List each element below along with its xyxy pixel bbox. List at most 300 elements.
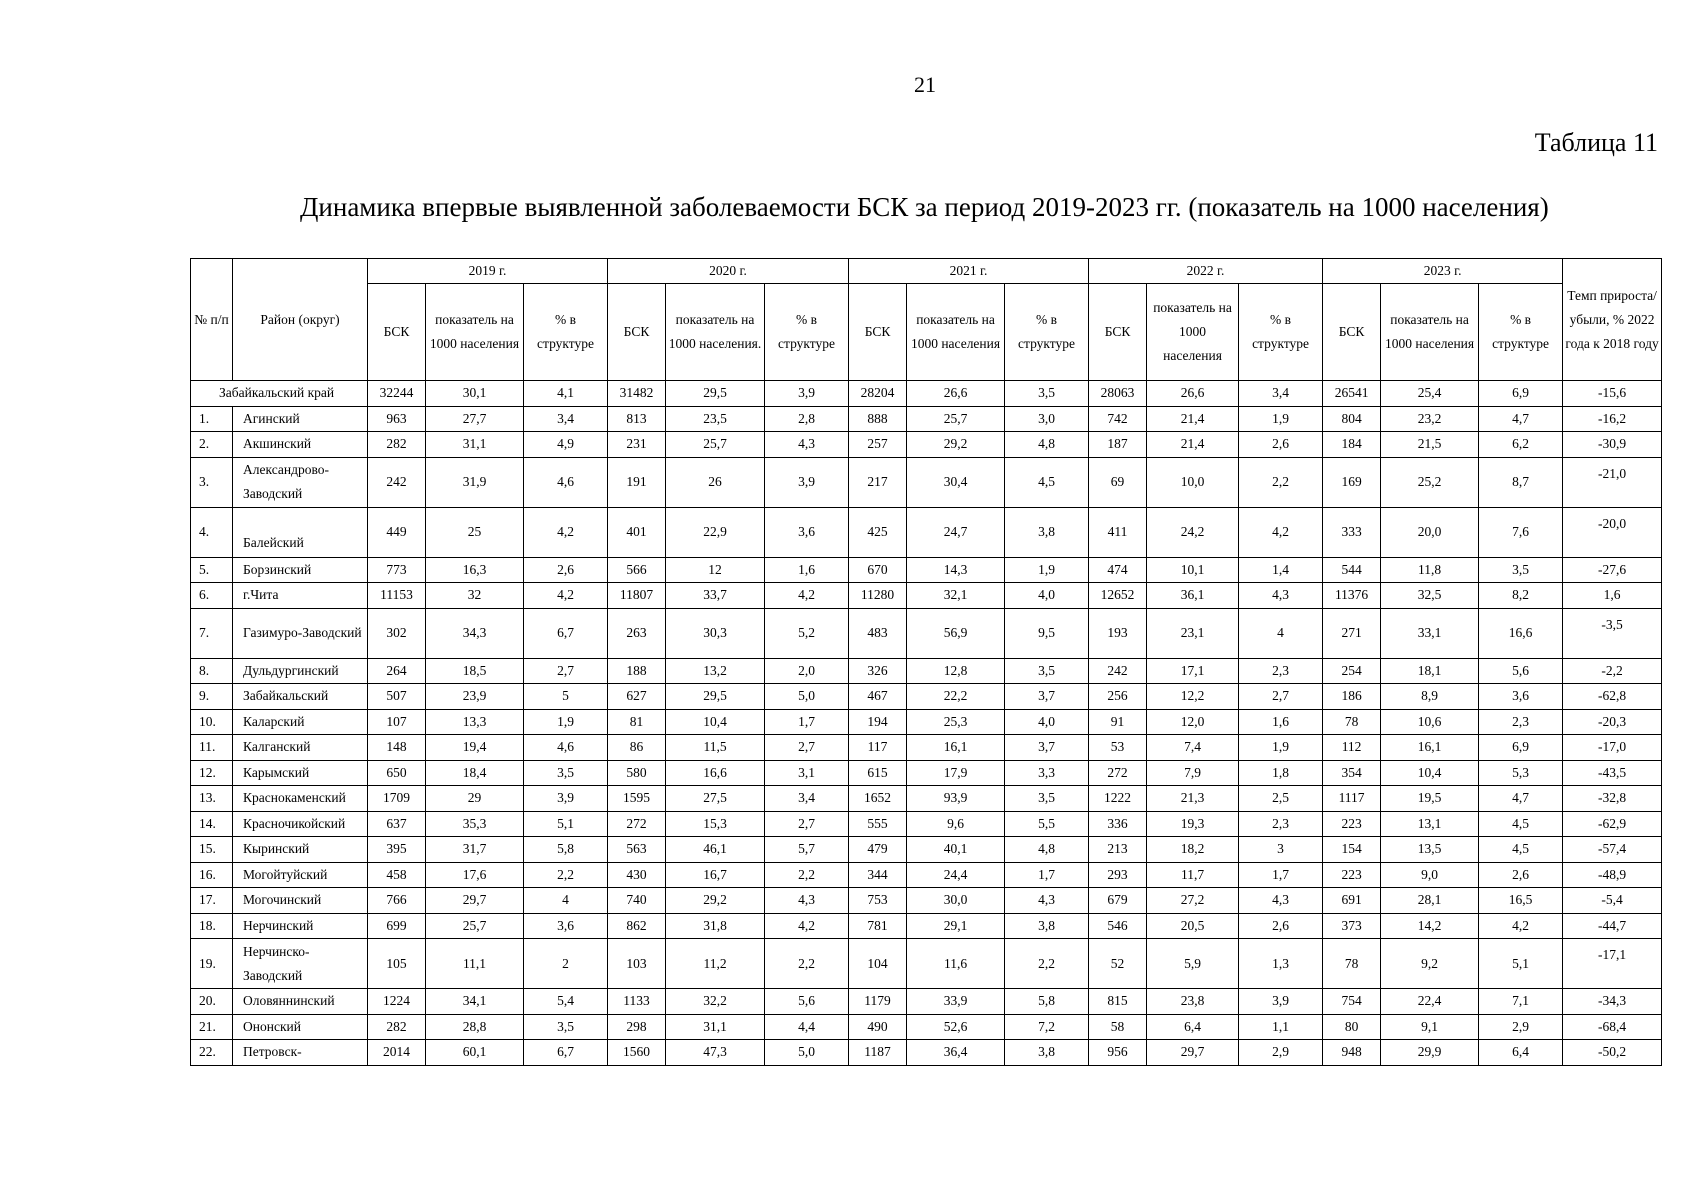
header-year: 2021 г. <box>849 259 1089 284</box>
growth-cell: -17,1 <box>1563 939 1662 989</box>
header-bsk: БСК <box>1323 284 1381 381</box>
table-cell: 4,3 <box>1239 888 1323 914</box>
table-cell: 78 <box>1323 709 1381 735</box>
table-cell: 187 <box>1089 432 1147 458</box>
table-cell: 34,1 <box>426 989 524 1015</box>
row-number: 17. <box>191 888 233 914</box>
table-cell: 16,7 <box>666 862 765 888</box>
growth-cell: -2,2 <box>1563 658 1662 684</box>
table-row <box>191 888 1662 914</box>
table-row <box>191 862 1662 888</box>
table-cell: -15,6 <box>1563 381 1662 407</box>
table-cell: 18,2 <box>1147 837 1239 863</box>
table-cell: 3,5 <box>1005 786 1089 812</box>
table-cell: 14,2 <box>1381 913 1479 939</box>
table-cell: 5,6 <box>765 989 849 1015</box>
table-cell: 18,5 <box>426 658 524 684</box>
table-cell: 26 <box>666 457 765 507</box>
table-cell: 627 <box>608 684 666 710</box>
table-cell: 107 <box>368 709 426 735</box>
table-cell: 223 <box>1323 862 1381 888</box>
table-cell: 4,1 <box>524 381 608 407</box>
table-row <box>191 557 1662 583</box>
table-cell: 19,3 <box>1147 811 1239 837</box>
table-cell: 2,7 <box>765 811 849 837</box>
header-year: 2020 г. <box>608 259 849 284</box>
table-cell: 2,7 <box>765 735 849 761</box>
table-cell: 16,6 <box>666 760 765 786</box>
table-cell: 32,5 <box>1381 583 1479 609</box>
table-cell: 29,7 <box>426 888 524 914</box>
table-cell: 46,1 <box>666 837 765 863</box>
table-cell: 5,8 <box>1005 989 1089 1015</box>
table-cell: 26,6 <box>1147 381 1239 407</box>
table-cell: 29,5 <box>666 684 765 710</box>
table-cell: 679 <box>1089 888 1147 914</box>
table-cell: 28063 <box>1089 381 1147 407</box>
table-cell: 15,3 <box>666 811 765 837</box>
table-cell: 254 <box>1323 658 1381 684</box>
table-cell: 13,2 <box>666 658 765 684</box>
table-cell: 1,8 <box>1239 760 1323 786</box>
growth-cell: -48,9 <box>1563 862 1662 888</box>
table-cell: 479 <box>849 837 907 863</box>
table-cell: 20,0 <box>1381 507 1479 557</box>
growth-cell: -21,0 <box>1563 457 1662 507</box>
table-cell: 104 <box>849 939 907 989</box>
table-cell: 30,1 <box>426 381 524 407</box>
table-cell: 888 <box>849 406 907 432</box>
table-cell: 1,7 <box>765 709 849 735</box>
table-cell: 282 <box>368 1014 426 1040</box>
table-cell: 3,1 <box>765 760 849 786</box>
table-cell: 33,7 <box>666 583 765 609</box>
row-number: 9. <box>191 684 233 710</box>
table-cell: 16,6 <box>1479 608 1563 658</box>
district-name: Акшинский <box>233 432 368 458</box>
table-cell: 25,7 <box>907 406 1005 432</box>
table-cell: 28,1 <box>1381 888 1479 914</box>
table-cell: 1179 <box>849 989 907 1015</box>
table-cell: 3,6 <box>524 913 608 939</box>
table-cell: 5,0 <box>765 1040 849 1066</box>
district-name: Нерчинский <box>233 913 368 939</box>
table-cell: 7,9 <box>1147 760 1239 786</box>
table-cell: 29,2 <box>907 432 1005 458</box>
table-cell: 4,2 <box>524 583 608 609</box>
table-cell: 650 <box>368 760 426 786</box>
table-cell: 29,9 <box>1381 1040 1479 1066</box>
table-cell: 20,5 <box>1147 913 1239 939</box>
table-cell: 52,6 <box>907 1014 1005 1040</box>
table-cell: 7,1 <box>1479 989 1563 1015</box>
table-cell: 670 <box>849 557 907 583</box>
row-number: 18. <box>191 913 233 939</box>
table-cell: 344 <box>849 862 907 888</box>
table-cell: 691 <box>1323 888 1381 914</box>
table-cell: 333 <box>1323 507 1381 557</box>
table-row <box>191 406 1662 432</box>
table-cell: 1,9 <box>1005 557 1089 583</box>
table-cell: 5,8 <box>524 837 608 863</box>
table-row <box>191 735 1662 761</box>
row-number: 4. <box>191 507 233 557</box>
table-cell: 2,2 <box>765 939 849 989</box>
table-cell: 637 <box>368 811 426 837</box>
table-cell: 5,9 <box>1147 939 1239 989</box>
table-row <box>191 658 1662 684</box>
table-cell: 35,3 <box>426 811 524 837</box>
table-row <box>191 432 1662 458</box>
table-cell: 11,5 <box>666 735 765 761</box>
table-cell: 31,1 <box>666 1014 765 1040</box>
table-cell: 5,1 <box>1479 939 1563 989</box>
table-cell: 21,4 <box>1147 406 1239 432</box>
table-cell: 544 <box>1323 557 1381 583</box>
table-cell: 813 <box>608 406 666 432</box>
table-cell: 458 <box>368 862 426 888</box>
table-cell: 17,9 <box>907 760 1005 786</box>
table-cell: 1,4 <box>1239 557 1323 583</box>
header-bsk: БСК <box>368 284 426 381</box>
row-number: 14. <box>191 811 233 837</box>
table-cell: 16,1 <box>1381 735 1479 761</box>
table-cell: 10,0 <box>1147 457 1239 507</box>
header-year: 2022 г. <box>1089 259 1323 284</box>
table-cell: 4,9 <box>524 432 608 458</box>
table-row <box>191 913 1662 939</box>
table-cell: 105 <box>368 939 426 989</box>
district-name: Забайкальский <box>233 684 368 710</box>
table-cell: 4,2 <box>765 583 849 609</box>
table-cell: 2,2 <box>524 862 608 888</box>
header-per1000: показатель на 1000 населения. <box>666 284 765 381</box>
growth-cell: -30,9 <box>1563 432 1662 458</box>
table-cell: 4,8 <box>1005 837 1089 863</box>
table-cell: 3,7 <box>1005 684 1089 710</box>
table-cell: 223 <box>1323 811 1381 837</box>
table-cell: 93,9 <box>907 786 1005 812</box>
table-cell: 256 <box>1089 684 1147 710</box>
table-cell: 27,7 <box>426 406 524 432</box>
table-cell: 17,1 <box>1147 658 1239 684</box>
table-cell: 264 <box>368 658 426 684</box>
table-cell: 30,4 <box>907 457 1005 507</box>
table-cell: 52 <box>1089 939 1147 989</box>
table-cell: 2,8 <box>765 406 849 432</box>
table-row <box>191 583 1662 609</box>
table-cell: 194 <box>849 709 907 735</box>
growth-cell: -43,5 <box>1563 760 1662 786</box>
table-cell: 272 <box>1089 760 1147 786</box>
table-cell: 563 <box>608 837 666 863</box>
row-number: 10. <box>191 709 233 735</box>
growth-cell: -62,9 <box>1563 811 1662 837</box>
table-cell: 13,3 <box>426 709 524 735</box>
table-cell: 6,7 <box>524 608 608 658</box>
table-cell: 4,6 <box>524 457 608 507</box>
table-cell: 507 <box>368 684 426 710</box>
growth-cell: 1,6 <box>1563 583 1662 609</box>
row-number: 2. <box>191 432 233 458</box>
table-cell: 11,7 <box>1147 862 1239 888</box>
table-cell: 33,1 <box>1381 608 1479 658</box>
table-cell: 36,1 <box>1147 583 1239 609</box>
table-cell: 188 <box>608 658 666 684</box>
table-cell: 186 <box>1323 684 1381 710</box>
table-cell: 14,3 <box>907 557 1005 583</box>
table-cell: 11376 <box>1323 583 1381 609</box>
table-cell: 22,4 <box>1381 989 1479 1015</box>
table-cell: 3,6 <box>1479 684 1563 710</box>
table-cell: 1560 <box>608 1040 666 1066</box>
table-cell: 1,1 <box>1239 1014 1323 1040</box>
table-cell: 29,1 <box>907 913 1005 939</box>
table-cell: 148 <box>368 735 426 761</box>
table-cell: 16,5 <box>1479 888 1563 914</box>
table-cell: 34,3 <box>426 608 524 658</box>
table-cell: 26541 <box>1323 381 1381 407</box>
district-name: Оловяннинский <box>233 989 368 1015</box>
table-cell: 7,4 <box>1147 735 1239 761</box>
table-cell: 555 <box>849 811 907 837</box>
row-number: 6. <box>191 583 233 609</box>
growth-cell: -3,5 <box>1563 608 1662 658</box>
table-cell: 4,3 <box>765 888 849 914</box>
table-cell: 28,8 <box>426 1014 524 1040</box>
table-row <box>191 608 1662 658</box>
table-row <box>191 1040 1662 1066</box>
district-name: Карымский <box>233 760 368 786</box>
table-cell: 11,2 <box>666 939 765 989</box>
table-cell: 3,8 <box>1005 507 1089 557</box>
table-cell: 3,6 <box>765 507 849 557</box>
table-cell: 11,8 <box>1381 557 1479 583</box>
table-cell: 2,9 <box>1239 1040 1323 1066</box>
table-cell: 282 <box>368 432 426 458</box>
table-cell: 615 <box>849 760 907 786</box>
table-cell: 1133 <box>608 989 666 1015</box>
table-cell: 184 <box>1323 432 1381 458</box>
row-number: 1. <box>191 406 233 432</box>
header-structure: % в структуре <box>524 284 608 381</box>
table-cell: 302 <box>368 608 426 658</box>
table-cell: 2,6 <box>1239 913 1323 939</box>
district-name: Могочинский <box>233 888 368 914</box>
row-number: 20. <box>191 989 233 1015</box>
growth-cell: -20,3 <box>1563 709 1662 735</box>
table-cell: 2,3 <box>1239 658 1323 684</box>
table-cell: 4,2 <box>1479 913 1563 939</box>
table-cell: 3,5 <box>524 1014 608 1040</box>
table-cell: 1709 <box>368 786 426 812</box>
table-cell: 2,0 <box>765 658 849 684</box>
table-cell: 12,2 <box>1147 684 1239 710</box>
table-cell: 5,3 <box>1479 760 1563 786</box>
table-cell: 80 <box>1323 1014 1381 1040</box>
table-cell: 1595 <box>608 786 666 812</box>
table-cell: 169 <box>1323 457 1381 507</box>
header-structure: % в структуре <box>1479 284 1563 381</box>
table-cell: 5,5 <box>1005 811 1089 837</box>
table-cell: 862 <box>608 913 666 939</box>
row-number: 21. <box>191 1014 233 1040</box>
table-cell: 483 <box>849 608 907 658</box>
table-cell: 2,3 <box>1479 709 1563 735</box>
table-cell: 740 <box>608 888 666 914</box>
table-cell: 3,5 <box>1005 658 1089 684</box>
row-number: 16. <box>191 862 233 888</box>
table-cell: 9,6 <box>907 811 1005 837</box>
table-cell: 1652 <box>849 786 907 812</box>
table-cell: 7,2 <box>1005 1014 1089 1040</box>
table-cell: 25,2 <box>1381 457 1479 507</box>
table-cell: 753 <box>849 888 907 914</box>
table-row <box>191 837 1662 863</box>
table-row <box>191 1014 1662 1040</box>
table-cell: 3,5 <box>524 760 608 786</box>
table-row <box>191 457 1662 507</box>
table-cell: 2,7 <box>1239 684 1323 710</box>
table-cell: 4,8 <box>1005 432 1089 458</box>
page-number: 21 <box>914 72 936 97</box>
district-name: Петровск- <box>233 1040 368 1066</box>
district-name: Борзинский <box>233 557 368 583</box>
table-cell: 566 <box>608 557 666 583</box>
table-cell: 11,6 <box>907 939 1005 989</box>
table-cell: 4,3 <box>765 432 849 458</box>
table-cell: 754 <box>1323 989 1381 1015</box>
table-cell: 26,6 <box>907 381 1005 407</box>
header-bsk: БСК <box>849 284 907 381</box>
header-per1000: показатель на 1000 населения <box>907 284 1005 381</box>
growth-cell: -50,2 <box>1563 1040 1662 1066</box>
table-cell: 9,0 <box>1381 862 1479 888</box>
table-cell: 6,7 <box>524 1040 608 1066</box>
table-cell: 29,5 <box>666 381 765 407</box>
table-cell: 4,7 <box>1479 786 1563 812</box>
table-cell: 4,5 <box>1005 457 1089 507</box>
table-cell: 6,4 <box>1147 1014 1239 1040</box>
table-label: Таблица 11 <box>1534 128 1658 157</box>
table-cell: 69 <box>1089 457 1147 507</box>
table-cell: 30,3 <box>666 608 765 658</box>
table-cell: 948 <box>1323 1040 1381 1066</box>
table-cell: 263 <box>608 608 666 658</box>
table-cell: 33,9 <box>907 989 1005 1015</box>
header-structure: % в структуре <box>765 284 849 381</box>
table-cell: 217 <box>849 457 907 507</box>
table-cell: 58 <box>1089 1014 1147 1040</box>
table-cell: 474 <box>1089 557 1147 583</box>
table-cell: 6,9 <box>1479 735 1563 761</box>
table-cell: 1,7 <box>1239 862 1323 888</box>
table-cell: 4 <box>524 888 608 914</box>
district-name: Газимуро-Заводский <box>233 608 368 658</box>
table-cell: 6,4 <box>1479 1040 1563 1066</box>
table-cell: 12 <box>666 557 765 583</box>
table-cell: 1187 <box>849 1040 907 1066</box>
total-row <box>191 381 1662 407</box>
row-number: 11. <box>191 735 233 761</box>
table-cell: 10,6 <box>1381 709 1479 735</box>
district-name: Каларский <box>233 709 368 735</box>
table-cell: 3 <box>1239 837 1323 863</box>
table-cell: 191 <box>608 457 666 507</box>
table-cell: 56,9 <box>907 608 1005 658</box>
table-cell: 31,8 <box>666 913 765 939</box>
table-cell: 3,4 <box>1239 381 1323 407</box>
growth-cell: -32,8 <box>1563 786 1662 812</box>
table-cell: 16,1 <box>907 735 1005 761</box>
table-row <box>191 786 1662 812</box>
table-cell: 2,6 <box>1239 432 1323 458</box>
row-number: 22. <box>191 1040 233 1066</box>
table-cell: 21,4 <box>1147 432 1239 458</box>
table-cell: 112 <box>1323 735 1381 761</box>
table-cell: 2,3 <box>1239 811 1323 837</box>
table-cell: 3,3 <box>1005 760 1089 786</box>
growth-cell: -34,3 <box>1563 989 1662 1015</box>
table-cell: 19,4 <box>426 735 524 761</box>
table-cell: 1,6 <box>1239 709 1323 735</box>
table-cell: 2014 <box>368 1040 426 1066</box>
table-cell: 9,5 <box>1005 608 1089 658</box>
region-name: Забайкальский край <box>191 381 368 407</box>
table-cell: 8,2 <box>1479 583 1563 609</box>
table-cell: 773 <box>368 557 426 583</box>
table-cell: 2,5 <box>1239 786 1323 812</box>
table-cell: 5,2 <box>765 608 849 658</box>
table-cell: 5,6 <box>1479 658 1563 684</box>
district-name: Красночикойский <box>233 811 368 837</box>
growth-cell: -5,4 <box>1563 888 1662 914</box>
growth-cell: -27,6 <box>1563 557 1662 583</box>
district-name: Нерчинско-Заводский <box>233 939 368 989</box>
table-cell: 425 <box>849 507 907 557</box>
header-year: 2023 г. <box>1323 259 1563 284</box>
table-cell: 4,0 <box>1005 709 1089 735</box>
table-row <box>191 989 1662 1015</box>
table-cell: 23,8 <box>1147 989 1239 1015</box>
table-cell: 4,2 <box>524 507 608 557</box>
table-cell: 24,4 <box>907 862 1005 888</box>
table-cell: 4,7 <box>1479 406 1563 432</box>
table-cell: 298 <box>608 1014 666 1040</box>
table-cell: 23,9 <box>426 684 524 710</box>
table-cell: 1,7 <box>1005 862 1089 888</box>
table-cell: 401 <box>608 507 666 557</box>
table-cell: 781 <box>849 913 907 939</box>
table-cell: 3,9 <box>1239 989 1323 1015</box>
table-cell: 580 <box>608 760 666 786</box>
table-cell: 16,3 <box>426 557 524 583</box>
table-cell: 3,8 <box>1005 1040 1089 1066</box>
growth-cell: -20,0 <box>1563 507 1662 557</box>
table-body <box>191 381 1662 1066</box>
table-cell: 3,5 <box>1479 557 1563 583</box>
table-row <box>191 507 1662 557</box>
table-cell: 4,0 <box>1005 583 1089 609</box>
growth-cell: -16,2 <box>1563 406 1662 432</box>
table-cell: 6,2 <box>1479 432 1563 458</box>
table-cell: 27,2 <box>1147 888 1239 914</box>
header-district: Район (округ) <box>233 259 368 381</box>
table-title: Динамика впервые выявленной заболеваемости БСК за период 2019-2023 гг. (показатель на 1000 населения) <box>300 192 1549 222</box>
table-cell: 4,6 <box>524 735 608 761</box>
table-cell: 5,4 <box>524 989 608 1015</box>
table-cell: 3,5 <box>1005 381 1089 407</box>
